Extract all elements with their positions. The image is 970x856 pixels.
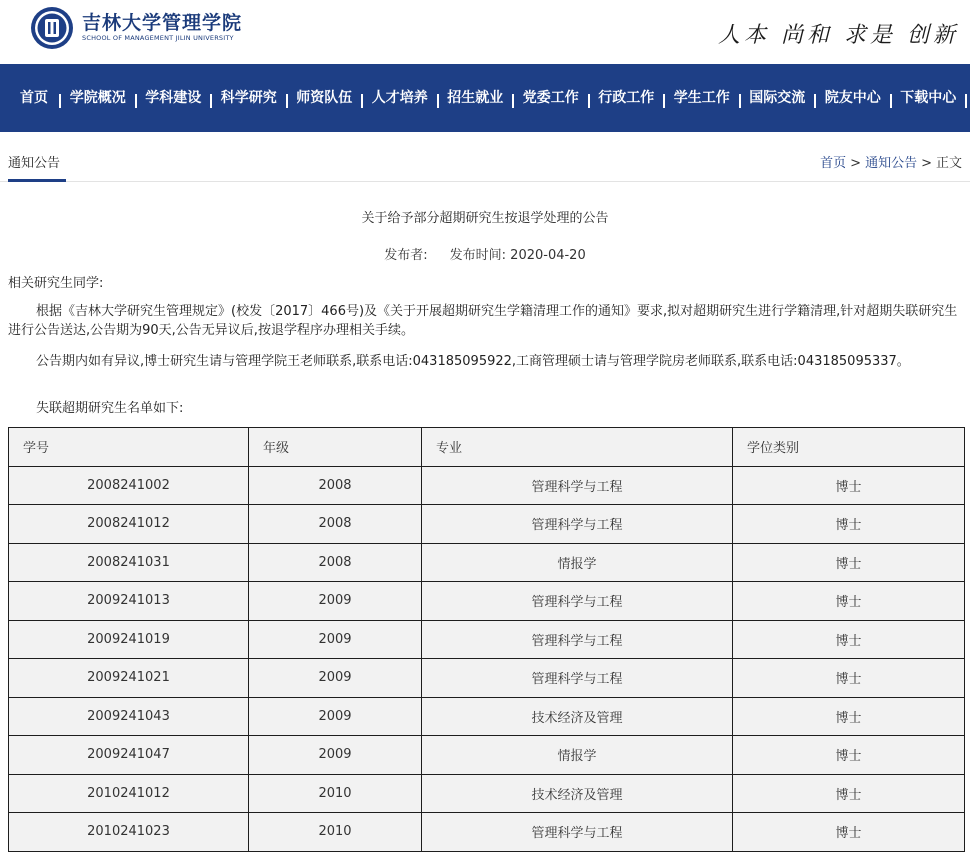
table-row: [9, 659, 965, 698]
article-paragraph: 公告期内如有异议,博士研究生请与管理学院王老师联系,联系电话:043185095922,工商管理硕士请与管理学院房老师联系,联系电话:043185095337。: [36, 354, 910, 369]
cell-degree-type: 博士: [733, 813, 965, 852]
student-list-table: [8, 427, 965, 852]
cell-grade: 2009: [249, 697, 422, 736]
university-emblem-icon[interactable]: [30, 6, 74, 50]
nav-item-label: 师资队伍: [296, 89, 353, 106]
cell-major: 管理科学与工程: [422, 813, 733, 852]
cell-major: 技术经济及管理: [422, 774, 733, 813]
cell-student-id: 2009241047: [9, 736, 249, 775]
cell-student-id: 2010241012: [9, 774, 249, 813]
cell-degree-type: 博士: [733, 543, 965, 582]
cell-grade: 2010: [249, 813, 422, 852]
cell-grade: 2009: [249, 582, 422, 621]
site-header: [0, 0, 970, 64]
nav-item-label: 党委工作: [522, 89, 579, 106]
cell-degree-type: 博士: [733, 659, 965, 698]
nav-item-about[interactable]: [60, 64, 136, 132]
nav-item-label: 院友中心: [824, 89, 881, 106]
cell-student-id: 2009241021: [9, 659, 249, 698]
cell-grade: 2009: [249, 620, 422, 659]
section-title-underline: [8, 179, 66, 182]
publish-time-value: 2020-04-20: [510, 248, 586, 263]
article-meta: [0, 244, 970, 263]
column-header-major: 专业: [422, 428, 733, 467]
nav-item-party-work[interactable]: [513, 64, 589, 132]
cell-grade: 2008: [249, 543, 422, 582]
column-header-degree-type: 学位类别: [733, 428, 965, 467]
breadcrumb-category-link[interactable]: 通知公告: [865, 156, 918, 171]
school-name-cn[interactable]: 吉林大学管理学院: [82, 12, 243, 34]
nav-item-research[interactable]: [211, 64, 287, 132]
section-header: [0, 132, 970, 182]
cell-student-id: 2008241012: [9, 505, 249, 544]
cell-major: 技术经济及管理: [422, 697, 733, 736]
nav-item-alumni[interactable]: [815, 64, 891, 132]
cell-student-id: 2009241013: [9, 582, 249, 621]
column-header-student-id: 学号: [9, 428, 249, 467]
school-name-en: SCHOOL OF MANAGEMENT JILIN UNIVERSITY: [82, 34, 234, 42]
school-motto: 人本 尚和 求是 创新: [718, 23, 959, 48]
nav-item-administration[interactable]: [589, 64, 665, 132]
table-row: [9, 543, 965, 582]
cell-major: 管理科学与工程: [422, 505, 733, 544]
nav-item-student-affairs[interactable]: [664, 64, 740, 132]
cell-major: 情报学: [422, 736, 733, 775]
breadcrumb: [820, 152, 962, 171]
main-navigation: [0, 64, 970, 132]
nav-item-label: 学生工作: [673, 89, 730, 106]
cell-major: 管理科学与工程: [422, 620, 733, 659]
nav-item-home[interactable]: [8, 64, 60, 132]
nav-item-label: 国际交流: [749, 89, 806, 106]
nav-item-education[interactable]: [362, 64, 438, 132]
article-paragraph: 失联超期研究生名单如下:: [36, 401, 184, 416]
column-header-grade: 年级: [249, 428, 422, 467]
nav-item-label: 学院概况: [69, 89, 126, 106]
nav-item-label: 首页: [20, 89, 48, 106]
cell-degree-type: 博士: [733, 582, 965, 621]
cell-degree-type: 博士: [733, 505, 965, 544]
publisher-label: 发布者:: [384, 248, 428, 263]
cell-student-id: 2009241019: [9, 620, 249, 659]
cell-degree-type: 博士: [733, 774, 965, 813]
cell-grade: 2009: [249, 736, 422, 775]
nav-item-admissions[interactable]: [438, 64, 514, 132]
breadcrumb-home-link[interactable]: 首页: [820, 156, 847, 171]
cell-student-id: 2010241023: [9, 813, 249, 852]
nav-item-downloads[interactable]: [891, 64, 967, 132]
cell-grade: 2009: [249, 659, 422, 698]
cell-grade: 2008: [249, 505, 422, 544]
table-row: [9, 620, 965, 659]
cell-grade: 2010: [249, 774, 422, 813]
cell-major: 管理科学与工程: [422, 582, 733, 621]
table-row: [9, 774, 965, 813]
publish-time-label: 发布时间:: [449, 248, 507, 263]
cell-student-id: 2008241031: [9, 543, 249, 582]
table-header-row: [9, 428, 965, 467]
breadcrumb-current: 正文: [935, 156, 962, 171]
nav-item-faculty[interactable]: [287, 64, 363, 132]
table-row: [9, 736, 965, 775]
cell-major: 管理科学与工程: [422, 659, 733, 698]
table-row: [9, 582, 965, 621]
article-salutation: 相关研究生同学:: [8, 276, 104, 291]
cell-degree-type: 博士: [733, 697, 965, 736]
nav-item-label: 下载中心: [900, 89, 957, 106]
section-title: 通知公告: [8, 156, 61, 171]
nav-divider: [965, 94, 967, 108]
cell-student-id: 2009241043: [9, 697, 249, 736]
table-row: [9, 505, 965, 544]
nav-item-international[interactable]: [740, 64, 816, 132]
table-row: [9, 466, 965, 505]
nav-item-label: 人才培养: [371, 89, 428, 106]
cell-student-id: 2008241002: [9, 466, 249, 505]
nav-item-disciplines[interactable]: [136, 64, 212, 132]
cell-degree-type: 博士: [733, 736, 965, 775]
nav-item-label: 招生就业: [447, 89, 504, 106]
cell-grade: 2008: [249, 466, 422, 505]
nav-item-label: 行政工作: [598, 89, 655, 106]
table-row: [9, 813, 965, 852]
article-title: 关于给予部分超期研究生按退学处理的公告: [361, 211, 609, 226]
nav-item-label: 科学研究: [220, 89, 277, 106]
cell-major: 情报学: [422, 543, 733, 582]
breadcrumb-separator: >: [850, 156, 862, 171]
cell-major: 管理科学与工程: [422, 466, 733, 505]
nav-item-label: 学科建设: [145, 89, 202, 106]
cell-degree-type: 博士: [733, 620, 965, 659]
table-row: [9, 697, 965, 736]
cell-degree-type: 博士: [733, 466, 965, 505]
breadcrumb-separator: >: [921, 156, 932, 171]
article-paragraph: 根据《吉林大学研究生管理规定》(校发〔2017〕466号)及《关于开展超期研究生学籍清理工作的通知》要求,拟对超期研究生进行学籍清理,针对超期失联研究生进行公告送达,公告期为90天,公告无异议后,按退学程序办理相关手续。: [8, 304, 958, 338]
